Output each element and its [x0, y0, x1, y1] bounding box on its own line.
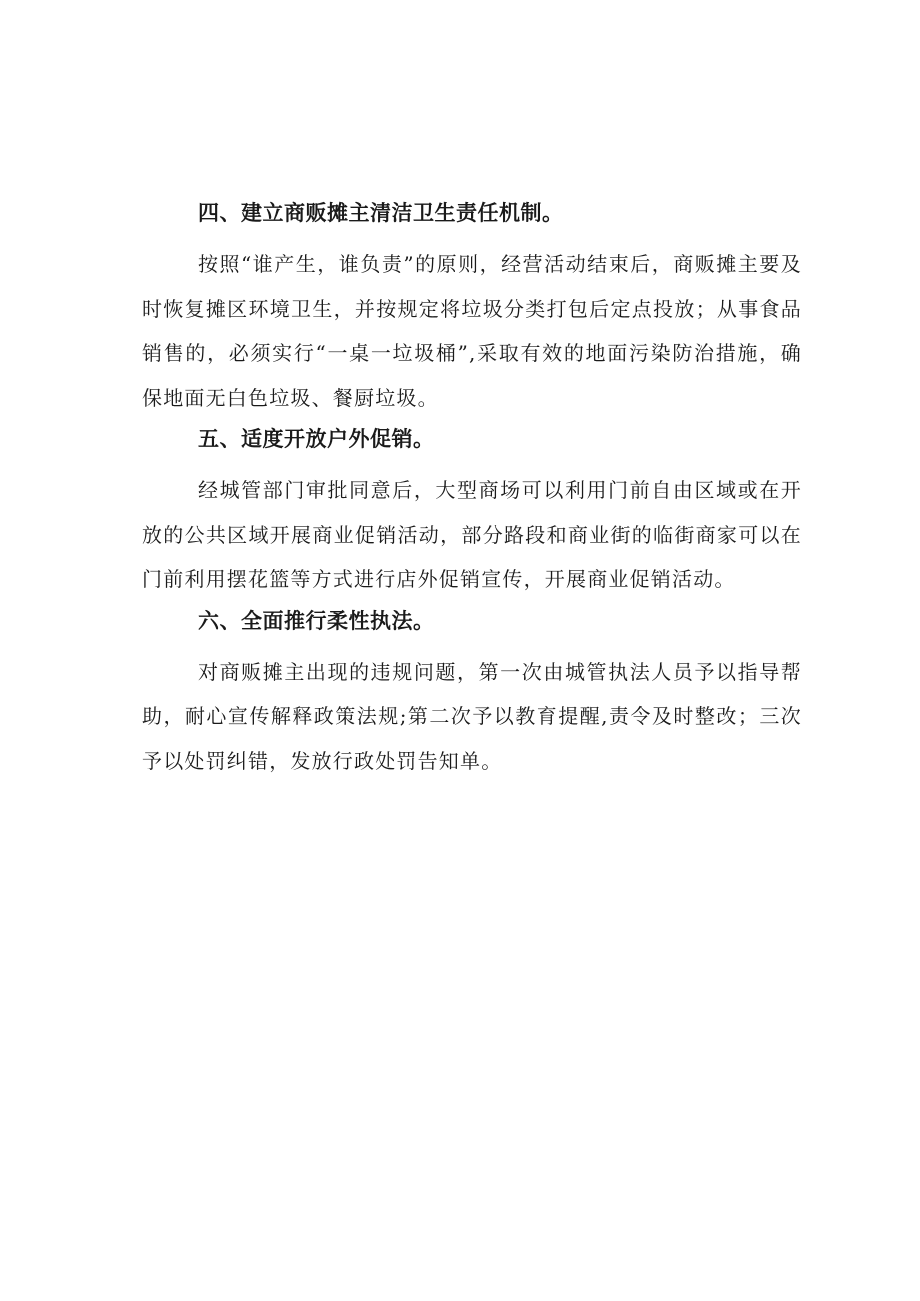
section-heading: 四、建立商贩摊主清洁卫生责任机制。: [198, 201, 564, 225]
section-4: [142, 198, 802, 420]
document-page: [142, 198, 802, 787]
section-6: [142, 606, 802, 784]
section-5: [142, 424, 802, 602]
section-heading: 六、全面推行柔性执法。: [198, 608, 435, 633]
section-paragraph: 经城管部门审批同意后，大型商场可以利用门前自由区域或在开放的公共区域开展商业促销活动，部分路段和商业街的临街商家可以在门前利用摆花篮等方式进行店外促销宣传，开展商业促销活动。: [142, 478, 802, 591]
section-heading: 五、适度开放户外促销。: [198, 427, 435, 451]
section-paragraph: 对商贩摊主出现的违规问题，第一次由城管执法人员予以指导帮助，耐心宣传解释政策法规;第二次予以教育提醒,责令及时整改；三次予以处罚纠错，发放行政处罚告知单。: [142, 659, 802, 773]
section-paragraph: 按照“谁产生，谁负责”的原则，经营活动结束后，商贩摊主要及时恢复摊区环境卫生，并按规定将垃圾分类打包后定点投放；从事食品销售的，必须实行“一桌一垃圾桶”,采取有效的地面污染防治措施，确保地面无白色垃圾、餐厨垃圾。: [142, 252, 802, 410]
